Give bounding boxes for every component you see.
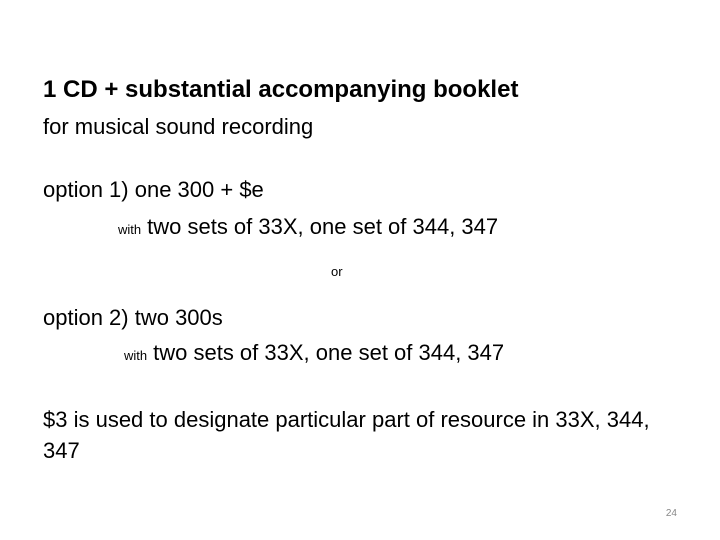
- page-number: 24: [665, 508, 677, 519]
- slide-subtitle: for musical sound recording: [43, 114, 314, 139]
- option-1-label: option 1) one 300 + $e: [43, 177, 264, 202]
- option-1-detail: two sets of 33X, one set of 344, 347: [147, 214, 499, 239]
- option-2-with-word: with: [124, 348, 148, 363]
- option-1-detail-line: [118, 214, 498, 239]
- option-2-detail-line: [124, 340, 504, 365]
- option-1-with-word: with: [118, 222, 142, 237]
- subfield-note: $3 is used to designate particular part of resource in 33X, 344, 347: [43, 407, 650, 463]
- slide-title: 1 CD + substantial accompanying booklet: [43, 76, 519, 103]
- option-2-label: option 2) two 300s: [43, 305, 223, 330]
- option-2-detail: two sets of 33X, one set of 344, 347: [153, 340, 505, 365]
- or-separator: or: [331, 264, 343, 279]
